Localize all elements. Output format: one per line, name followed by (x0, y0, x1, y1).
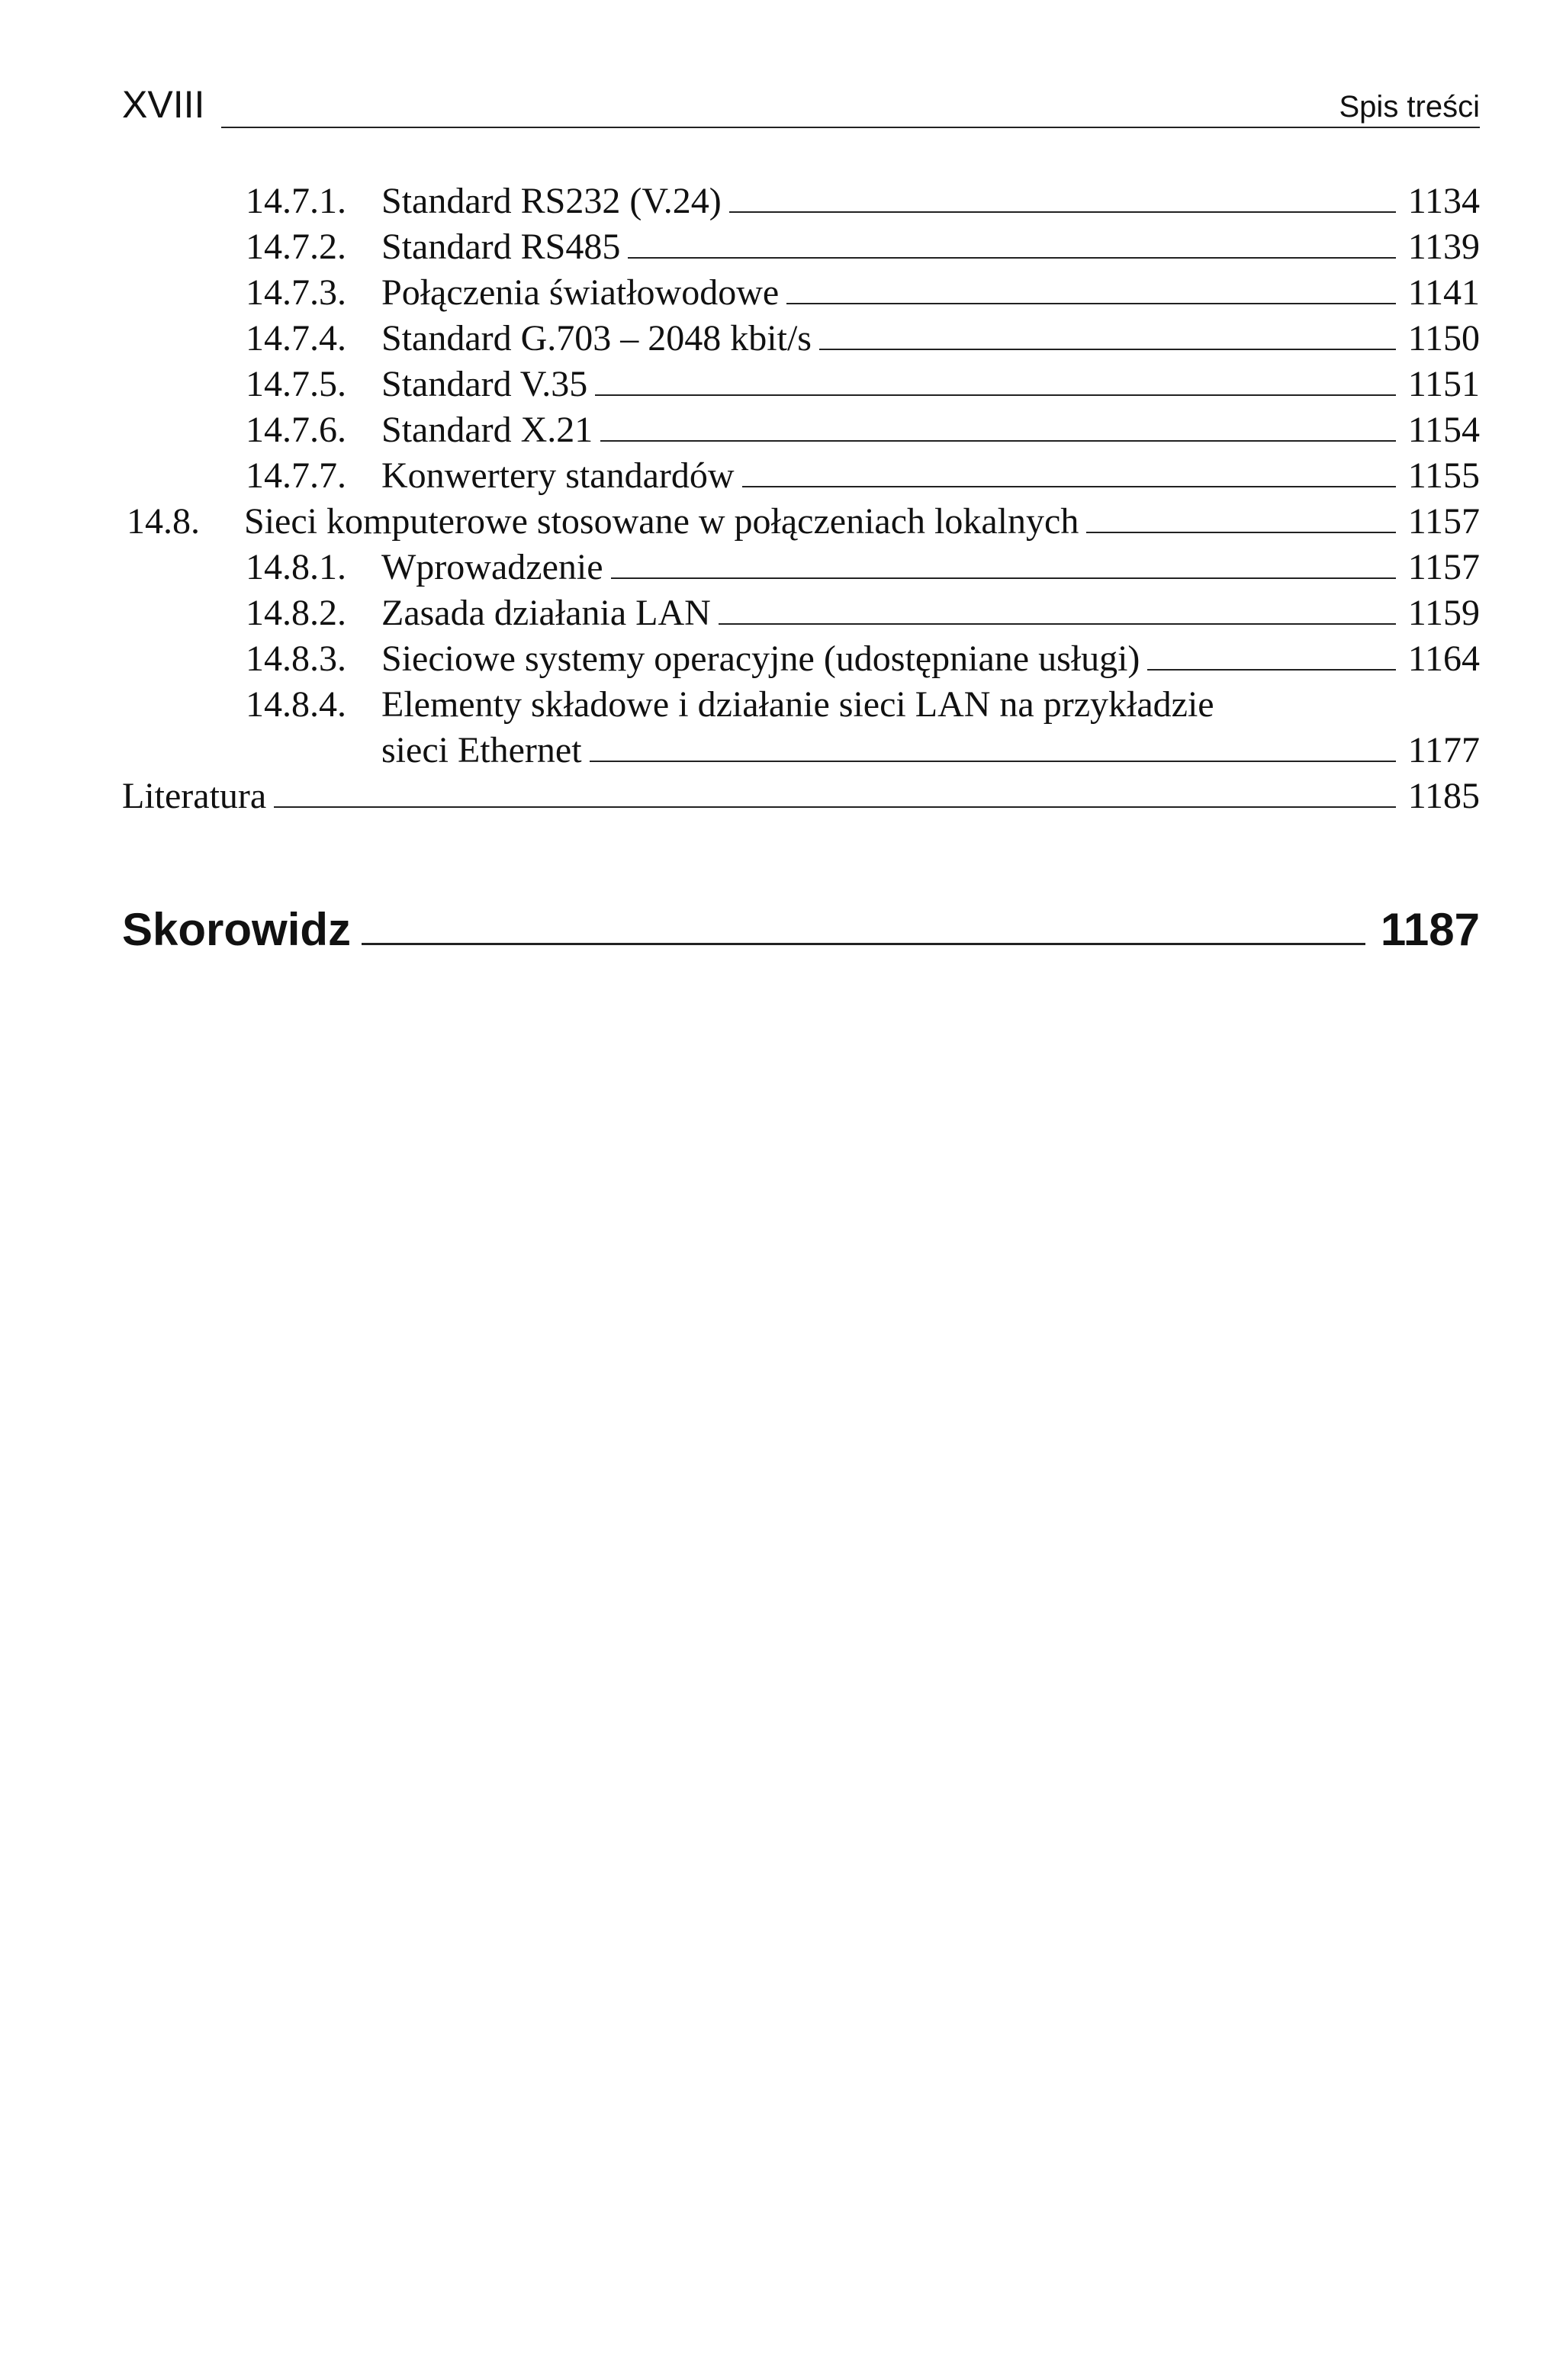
toc-entry-skorowidz[interactable] (122, 903, 1480, 964)
toc-entry-14-7-3[interactable] (246, 270, 1480, 316)
entry-title: Literatura (122, 776, 267, 816)
entry-number: 14.8.4. (246, 684, 346, 725)
entry-title: Zasada działania LAN (381, 593, 711, 633)
toc-entry-14-8-2[interactable] (246, 590, 1480, 636)
entry-page: 1164 (1407, 638, 1480, 679)
entry-page: 1150 (1407, 318, 1480, 359)
toc-entry-14-8[interactable] (127, 499, 1480, 545)
toc-entry-14-7-2[interactable] (246, 224, 1480, 270)
leader-line (786, 274, 1396, 304)
entry-title: Standard RS232 (V.24) (381, 181, 722, 221)
entry-number: 14.8.1. (246, 547, 346, 587)
section-title: Spis treści (1339, 90, 1480, 124)
entry-page: 1139 (1407, 227, 1480, 267)
entry-page: 1187 (1380, 904, 1480, 955)
toc-entry-14-7-7[interactable] (246, 453, 1480, 499)
entry-page: 1185 (1407, 776, 1480, 816)
entry-title: Standard V.35 (381, 364, 588, 404)
entry-title-line-2: sieci Ethernet (381, 730, 582, 770)
entry-number: 14.8.2. (246, 593, 346, 633)
entry-number: 14.8.3. (246, 638, 346, 679)
leader-line (742, 457, 1396, 487)
leader-line (729, 182, 1396, 213)
toc-entry-14-7-6[interactable] (246, 407, 1480, 453)
page-number: XVIII (122, 83, 205, 126)
leader-line (819, 320, 1396, 350)
entry-title: Skorowidz (122, 904, 352, 955)
header-rule (221, 127, 1480, 128)
entry-number: 14.7.7. (246, 455, 346, 496)
entry-page: 1157 (1407, 501, 1480, 542)
entry-title: Wprowadzenie (381, 547, 603, 587)
entry-number: 14.8. (127, 501, 200, 542)
entry-page: 1134 (1407, 181, 1480, 221)
toc-entry-14-8-3[interactable] (246, 636, 1480, 682)
toc-entry-14-8-4[interactable] (246, 682, 1480, 774)
entry-page: 1154 (1407, 410, 1480, 450)
entry-page: 1141 (1407, 272, 1480, 313)
entry-page: 1157 (1407, 547, 1480, 587)
entry-number: 14.7.1. (246, 181, 346, 221)
entry-number: 14.7.5. (246, 364, 346, 404)
entry-page: 1151 (1407, 364, 1480, 404)
entry-number: 14.7.2. (246, 227, 346, 267)
leader-line (719, 594, 1396, 625)
toc-entry-14-8-1[interactable] (246, 545, 1480, 590)
entry-page: 1159 (1407, 593, 1480, 633)
leader-line (362, 909, 1365, 945)
leader-line (628, 228, 1396, 259)
entry-number: 14.7.3. (246, 272, 346, 313)
toc-entry-literatura[interactable] (122, 774, 1480, 819)
toc-entry-14-7-1[interactable] (246, 178, 1480, 224)
entry-page: 1155 (1407, 455, 1480, 496)
toc-entry-14-7-5[interactable] (246, 362, 1480, 407)
leader-line (590, 732, 1396, 762)
leader-line (1086, 503, 1396, 533)
entry-title: Konwertery standardów (381, 455, 735, 496)
entry-title: Sieciowe systemy operacyjne (udostępniane usługi) (381, 638, 1140, 679)
entry-title: Sieci komputerowe stosowane w połączeniach lokalnych (244, 501, 1079, 542)
entry-title: Standard X.21 (381, 410, 593, 450)
entry-number: 14.7.6. (246, 410, 346, 450)
leader-line (274, 777, 1396, 808)
entry-title: Standard RS485 (381, 227, 621, 267)
entry-page: 1177 (1407, 730, 1480, 770)
leader-line (595, 365, 1396, 396)
entry-title-line-1: Elementy składowe i działanie sieci LAN na przykładzie (381, 684, 1214, 725)
leader-line (600, 411, 1396, 442)
toc-entry-14-7-4[interactable] (246, 316, 1480, 362)
entry-title: Połączenia światłowodowe (381, 272, 780, 313)
entry-title: Standard G.703 – 2048 kbit/s (381, 318, 812, 359)
running-header (122, 73, 1480, 128)
leader-line (611, 548, 1396, 579)
leader-line (1147, 640, 1396, 671)
entry-number: 14.7.4. (246, 318, 346, 359)
